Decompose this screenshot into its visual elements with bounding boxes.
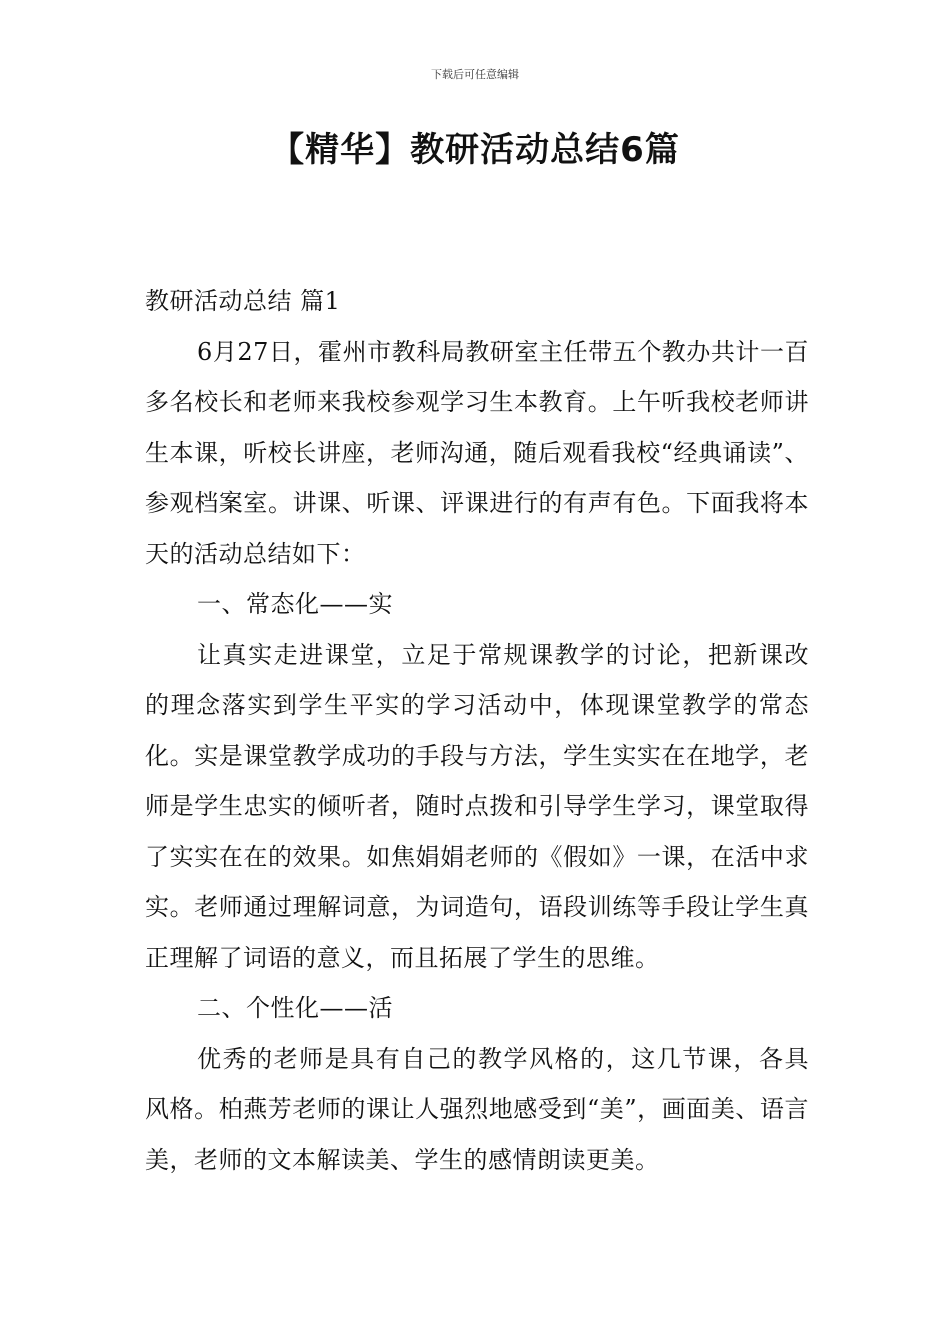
header-note: 下载后可任意编辑 [431,68,519,81]
subheading-1: 一、常态化——实 [197,590,393,618]
subheading-2: 二、个性化——活 [197,994,393,1022]
section-heading: 教研活动总结 篇1 [145,287,341,315]
paragraph-intro: 6月27日，霍州市教科局教研室主任带五个教办共计一百多名校长和老师来我校参观学习生本教育。上午听我校老师讲生本课，听校长讲座，老师沟通，随后观看我校“经典诵读”、参观档案室。讲课、听课、评课进行的有声有色。下面我将本天的活动总结如下： [145,337,809,568]
paragraph-1: 让真实走进课堂，立足于常规课教学的讨论，把新课改的理念落实到学生平实的学习活动中，体现课堂教学的常态化。实是课堂教学成功的手段与方法，学生实实在在地学，老师是学生忠实的倾听者，随时点拨和引导学生学习，课堂取得了实实在在的效果。如焦娟娟老师的《假如》一课，在活中求实。老师通过理解词意，为词造句，语段训练等手段让学生真正理解了词语的意义，而且拓展了学生的思维。 [145,640,809,972]
document-body [145,276,809,1185]
paragraph-2: 优秀的老师是具有自己的教学风格的，这几节课，各具风格。柏燕芳老师的课让人强烈地感受到“美”，画面美、语言美，老师的文本解读美、学生的感情朗读更美。 [145,1044,809,1174]
document-title: 【精华】教研活动总结6篇 [270,130,680,170]
